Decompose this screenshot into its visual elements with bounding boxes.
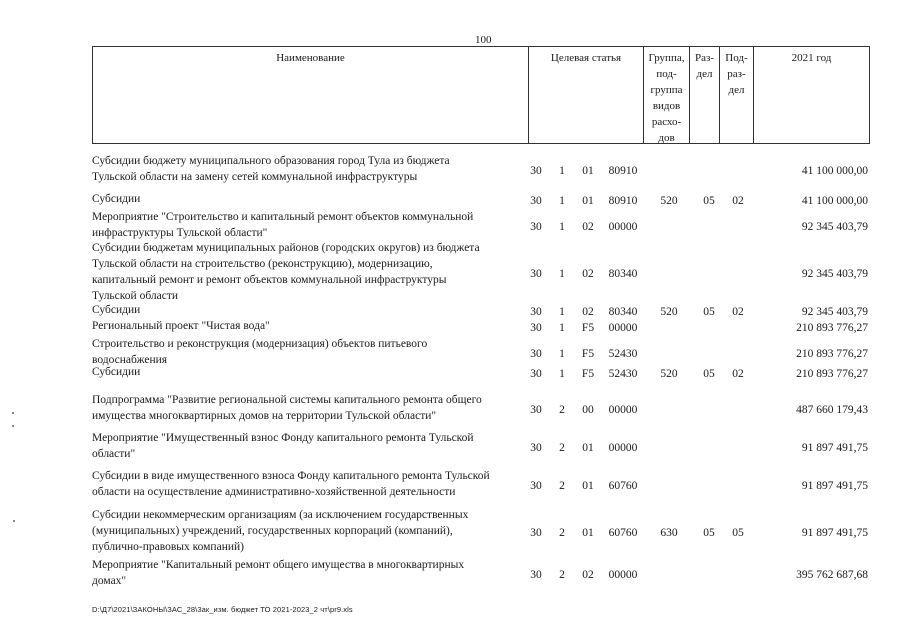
- cell-program: 30: [530, 306, 542, 318]
- header-group-line: видов: [652, 100, 681, 112]
- cell-subprogram: 1: [559, 195, 565, 207]
- cell-expense-group: 520: [660, 368, 678, 380]
- row-name-line: домах": [92, 575, 127, 587]
- header-section: [690, 47, 720, 143]
- row-name-line: Субсидии в виде имущественного взноса Фонду капитального ремонта Тульской: [92, 470, 490, 482]
- cell-program: 30: [530, 195, 542, 207]
- cell-subprogram: 1: [559, 306, 565, 318]
- cell-direction: 00000: [608, 404, 638, 416]
- row-name-line: публично-правовых компаний): [92, 541, 244, 553]
- cell-subprogram: 1: [559, 322, 565, 334]
- cell-direction: 60760: [608, 480, 638, 492]
- header-section-line: Раз-: [694, 52, 714, 64]
- cell-main-event: F5: [581, 348, 595, 360]
- cell-section: 05: [703, 368, 715, 380]
- row-name-line: области на осуществление административно-хозяйственной деятельности: [92, 486, 456, 498]
- cell-direction: 80910: [608, 165, 638, 177]
- cell-expense-group: 630: [660, 527, 678, 539]
- cell-subprogram: 1: [559, 348, 565, 360]
- row-name: [92, 468, 522, 500]
- scan-speck: [12, 412, 14, 414]
- cell-amount-2021: 91 897 491,75: [801, 527, 868, 539]
- cell-subsection: 02: [732, 195, 744, 207]
- scan-speck: [12, 425, 14, 427]
- cell-main-event: 01: [582, 442, 594, 454]
- cell-program: 30: [530, 569, 542, 581]
- row-name-line: Строительство и реконструкция (модернизация) объектов питьевого: [92, 338, 428, 350]
- cell-subprogram: 1: [559, 165, 565, 177]
- cell-subprogram: 2: [559, 442, 565, 454]
- cell-amount-2021: 92 345 403,79: [801, 268, 868, 280]
- row-name-line: капитальный ремонт и ремонт объектов коммунальной инфраструктуры: [92, 274, 447, 286]
- page-number: 100: [475, 34, 492, 46]
- cell-program: 30: [530, 404, 542, 416]
- row-name-line: Мероприятие "Капитальный ремонт общего имущества в многоквартирных: [92, 559, 465, 571]
- header-group-line: дов: [658, 132, 675, 144]
- cell-amount-2021: 91 897 491,75: [801, 442, 868, 454]
- cell-section: 05: [703, 306, 715, 318]
- cell-direction: 60760: [608, 527, 638, 539]
- header-group-line: группа: [650, 84, 683, 96]
- cell-subprogram: 2: [559, 527, 565, 539]
- row-name: [92, 392, 522, 424]
- row-name: [92, 557, 522, 589]
- row-name: [92, 153, 522, 185]
- cell-amount-2021: 395 762 687,68: [796, 569, 868, 581]
- cell-main-event: 02: [582, 268, 594, 280]
- cell-main-event: 01: [582, 165, 594, 177]
- cell-amount-2021: 487 660 179,43: [796, 404, 868, 416]
- row-name-line: Субсидии бюджету муниципального образования город Тула из бюджета: [92, 155, 450, 167]
- header-expense-group: [644, 47, 690, 143]
- cell-subsection: 05: [732, 527, 744, 539]
- row-name-line: Субсидии: [92, 304, 141, 316]
- cell-main-event: 02: [582, 221, 594, 233]
- row-name-line: (муниципальных) учреждений, государственных корпораций (компаний),: [92, 525, 453, 537]
- row-name-line: имущества многоквартирных домов на территории Тульской области": [92, 410, 437, 422]
- cell-subprogram: 2: [559, 480, 565, 492]
- cell-amount-2021: 210 893 776,27: [796, 322, 868, 334]
- cell-subprogram: 2: [559, 404, 565, 416]
- cell-subsection: 02: [732, 306, 744, 318]
- cell-amount-2021: 92 345 403,79: [801, 306, 868, 318]
- row-name-line: Подпрограмма "Развитие региональной системы капитального ремонта общего: [92, 394, 482, 406]
- footer-file-path: D:\Д7\2021\ЗАКОНЫ\ЗАС_28\3ак_изм. бюджет ТО 2021-2023_2 чт\pr9.xls: [92, 605, 353, 614]
- row-name-line: Субсидии: [92, 193, 141, 205]
- cell-program: 30: [530, 221, 542, 233]
- row-name-line: инфраструктуры Тульской области": [92, 227, 268, 239]
- row-name: [92, 430, 522, 462]
- row-name-line: Тульской области на строительство (реконструкцию), модернизацию,: [92, 258, 433, 270]
- cell-main-event: F5: [581, 368, 595, 380]
- cell-subprogram: 1: [559, 368, 565, 380]
- cell-program: 30: [530, 348, 542, 360]
- row-name-line: Мероприятие "Имущественный взнос Фонду капитального ремонта Тульской: [92, 432, 474, 444]
- cell-direction: 52430: [608, 368, 638, 380]
- cell-subprogram: 1: [559, 221, 565, 233]
- cell-program: 30: [530, 165, 542, 177]
- cell-program: 30: [530, 480, 542, 492]
- header-target-article: Целевая статья: [529, 47, 644, 143]
- header-subsection-line: раз-: [727, 68, 746, 80]
- cell-program: 30: [530, 322, 542, 334]
- cell-subsection: 02: [732, 368, 744, 380]
- header-section-line: дел: [696, 68, 713, 80]
- cell-main-event: 02: [582, 569, 594, 581]
- row-name-line: Тульской области: [92, 290, 179, 302]
- cell-direction: 00000: [608, 442, 638, 454]
- cell-program: 30: [530, 527, 542, 539]
- row-name: [92, 302, 522, 318]
- cell-direction: 00000: [608, 569, 638, 581]
- row-name-line: области": [92, 448, 136, 460]
- cell-section: 05: [703, 527, 715, 539]
- header-subsection: [720, 47, 754, 143]
- scan-speck: [13, 520, 15, 522]
- cell-amount-2021: 41 100 000,00: [801, 195, 868, 207]
- table-header: [92, 46, 870, 144]
- cell-program: 30: [530, 368, 542, 380]
- row-name-line: Тульской области на замену сетей коммунальной инфраструктуры: [92, 171, 418, 183]
- cell-main-event: 00: [582, 404, 594, 416]
- cell-amount-2021: 91 897 491,75: [801, 480, 868, 492]
- cell-expense-group: 520: [660, 195, 678, 207]
- cell-direction: 00000: [608, 322, 638, 334]
- cell-main-event: 01: [582, 195, 594, 207]
- header-group-line: расхо-: [651, 116, 682, 128]
- header-subsection-line: Под-: [725, 52, 748, 64]
- header-subsection-line: дел: [728, 84, 745, 96]
- row-name-line: Субсидии некоммерческим организациям (за исключением государственных: [92, 509, 469, 521]
- cell-direction: 80340: [608, 268, 638, 280]
- cell-subprogram: 2: [559, 569, 565, 581]
- row-name-line: Региональный проект "Чистая вода": [92, 320, 270, 332]
- cell-expense-group: 520: [660, 306, 678, 318]
- row-name-line: Субсидии бюджетам муниципальных районов (городских округов) из бюджета: [92, 242, 480, 254]
- row-name: [92, 507, 522, 555]
- row-name: [92, 191, 522, 207]
- cell-amount-2021: 92 345 403,79: [801, 221, 868, 233]
- row-name-line: водоснабжения: [92, 354, 168, 366]
- cell-section: 05: [703, 195, 715, 207]
- cell-direction: 00000: [608, 221, 638, 233]
- cell-direction: 80910: [608, 195, 638, 207]
- cell-direction: 80340: [608, 306, 638, 318]
- cell-subprogram: 1: [559, 268, 565, 280]
- row-name: [92, 240, 522, 304]
- cell-main-event: 01: [582, 480, 594, 492]
- row-name: [92, 209, 522, 241]
- cell-program: 30: [530, 442, 542, 454]
- cell-direction: 52430: [608, 348, 638, 360]
- cell-program: 30: [530, 268, 542, 280]
- cell-main-event: 01: [582, 527, 594, 539]
- cell-main-event: F5: [581, 322, 595, 334]
- cell-amount-2021: 210 893 776,27: [796, 368, 868, 380]
- header-name: Наименование: [93, 47, 529, 143]
- cell-amount-2021: 210 893 776,27: [796, 348, 868, 360]
- cell-main-event: 02: [582, 306, 594, 318]
- row-name: [92, 318, 522, 334]
- header-group-line: Группа,: [648, 52, 685, 64]
- row-name-line: Мероприятие "Строительство и капитальный ремонт объектов коммунальной: [92, 211, 474, 223]
- header-year: 2021 год: [791, 52, 832, 64]
- header-group-line: под-: [656, 68, 677, 80]
- row-name: [92, 364, 522, 380]
- cell-amount-2021: 41 100 000,00: [801, 165, 868, 177]
- row-name-line: Субсидии: [92, 366, 141, 378]
